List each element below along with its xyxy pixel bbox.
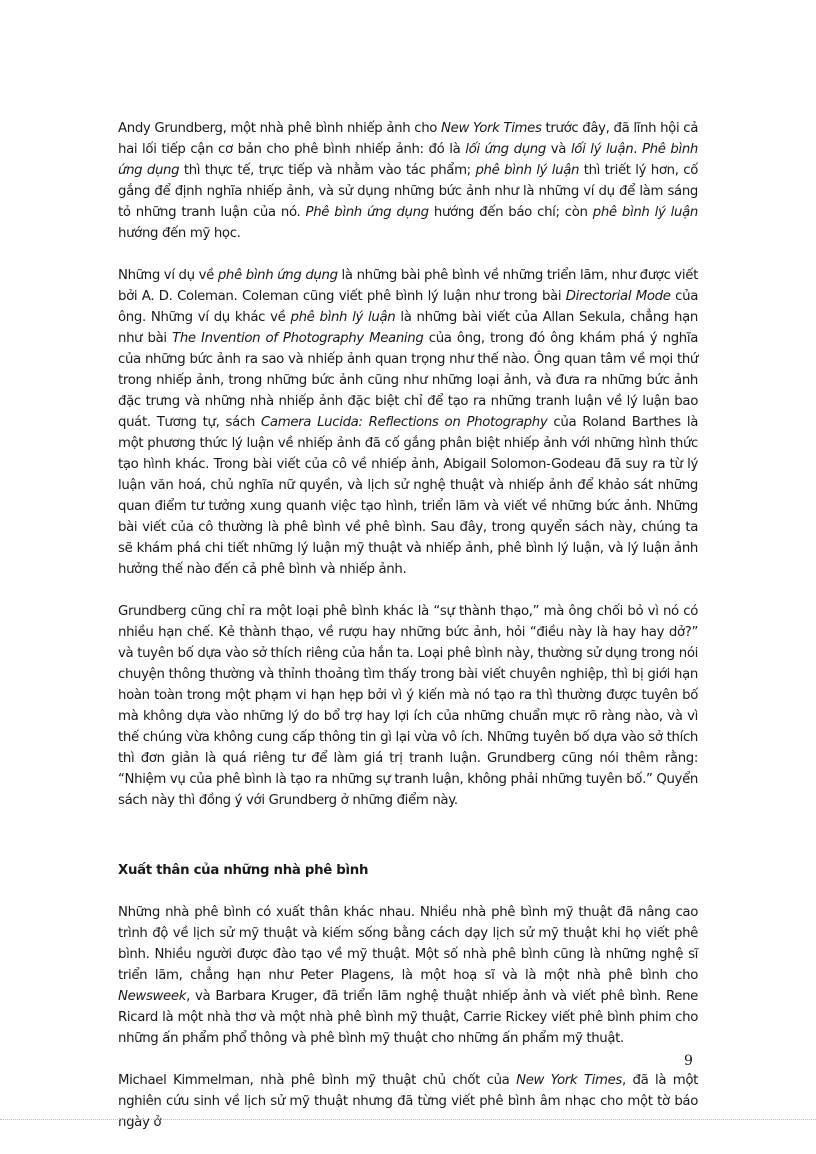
italic-text: Phê bình ứng dụng [118,142,698,178]
paragraph [118,601,698,811]
italic-text: phê bình ứng dụng [217,268,338,283]
paragraph [118,265,698,580]
page-number: 9 [684,1053,693,1069]
italic-text: phê bình lý luận [592,205,698,220]
italic-text: New York Times [441,121,542,136]
document-page [118,118,698,1154]
body-text [118,118,698,811]
section-heading: Xuất thân của những nhà phê bình [118,863,369,878]
text-run: của ông. Những ví dụ khác về [118,289,698,325]
italic-text: lối ứng dụng [465,142,546,157]
text-run: Michael Kimmelman, nhà phê bình mỹ thuật chủ chốt của [118,1073,517,1088]
text-run: hướng đến báo chí; còn [428,205,593,220]
text-run: và [545,142,571,157]
italic-text: phê bình lý luận [290,310,396,325]
italic-text: Camera Lucida: Reflections on Photography [260,415,548,430]
paragraph [118,118,698,244]
text-run: Grundberg cũng chỉ ra một loại phê bình khác là “sự thành thạo,” mà ông chối bỏ vì nó có nhiều hạn chế. Kẻ thành thạo, về rượu hay những bức ảnh, hỏi “điều này là hay hay dở?” và tuyên bố dựa vào sở thích riêng của hắn ta. Loại phê bình này, thường sử dụng trong nói chuyện thông thường và thỉnh thoảng tìm thấy trong bài viết chuyên nghiệp, thì bị giới hạn hoàn toàn trong một phạm vi hạn hẹp bởi vì ý kiến mà nó tạo ra thì thường được tuyên bố mà không dựa vào những lý do bổ trợ hay lợi ích của những chuẩn mực rõ ràng nào, và vì thế chúng vừa không cung cấp thông tin gì lại vừa vô ích. Những tuyên bố dựa vào sở thích thì đơn giản là quá riêng tư để làm giá trị tranh luận. Grundberg cũng nói thêm rằng: “Nhiệm vụ của phê bình là tạo ra những sự tranh luận, không phải những tuyên bố.” Quyển sách này thì đồng ý với Grundberg ở những điểm này. [118,604,698,808]
text-run: Những nhà phê bình có xuất thân khác nhau. Nhiều nhà phê bình mỹ thuật đã nâng cao trình độ về lịch sử mỹ thuật và kiếm sống bằng cách dạy lịch sử mỹ thuật khi họ viết phê bình. Nhiều người được đào tạo về mỹ thuật. Một số nhà phê bình cũng là những nghệ sĩ triển lãm, chẳng hạn như Peter Plagens, là một hoạ sĩ và là một nhà phê bình cho [118,905,698,983]
text-run: trước đây, đã lĩnh hội cả hai lối tiếp cận cơ bản cho phê bình nhiếp ảnh: đó là [118,121,699,157]
paragraph [118,902,698,1049]
text-run: là những bài viết của Allan Sekula, chẳng hạn như bài [118,310,698,346]
text-run: là những bài phê bình về những triển lãm, như được viết bởi A. D. Coleman. Coleman cũng viết phê bình lý luận như trong bài [118,268,698,304]
section-gap [118,832,698,860]
section-body-text [118,902,698,1133]
text-run: thì triết lý hơn, cố gắng để định nghĩa nhiếp ảnh, và sử dụng những bức ảnh như là những ví dụ để làm sáng tỏ những tranh luận của nó. [118,163,698,220]
text-run: của ông, trong đó ông khám phá ý nghĩa của những bức ảnh ra sao và nhiếp ảnh quan trọng như thế nào. Ông quan tâm về mọi thứ trong nhiếp ảnh, trong những bức ảnh cũng như những loại ảnh, và đưa ra những bức ảnh đặc trưng và những nhà nhiếp ảnh đặc biệt chỉ để tạo ra những tranh luận về lý luận bao quát. Tương tự, sách [118,331,699,430]
text-run: của Roland Barthes là một phương thức lý luận về nhiếp ảnh đã cố gắng phân biệt nhiếp ảnh với những hình thức tạo hình khác. Trong bài viết của cô về nhiếp ảnh, Abigail Solomon-Godeau đã suy ra từ lý luận văn hoá, chủ nghĩa nữ quyền, và lịch sử nghệ thuật và nhiếp ảnh để khảo sát những quan điểm tư tưởng xung quanh việc tạo hình, triển lãm và viết về những bức ảnh. Những bài viết của cô thường là phê bình về phê bình. Sau đây, trong quyển sách này, chúng ta sẽ khám phá chi tiết những lý luận mỹ thuật và nhiếp ảnh, phê bình lý luận, và lý luận ảnh hưởng thế nào đến cả phê bình và nhiếp ảnh. [118,415,698,577]
text-run: . [633,142,642,157]
text-run: hướng đến mỹ học. [118,226,241,241]
text-run: , đã là một nghiên cứu sinh về lịch sử mỹ thuật nhưng đã từng viết phê bình âm nhạc cho một tờ báo ngày ở [118,1073,698,1130]
paragraph [118,1070,698,1133]
text-run: Những ví dụ về [118,268,218,283]
footer-divider [0,1119,816,1120]
italic-text: New York Times [516,1073,622,1088]
italic-text: lối lý luận [570,142,634,157]
italic-text: Newsweek [118,989,187,1004]
italic-text: Phê bình ứng dụng [305,205,429,220]
text-run: thì thực tế, trực tiếp và nhằm vào tác phẩm; [179,163,476,178]
text-run: , và Barbara Kruger, đã triển lãm nghệ thuật nhiếp ảnh và viết phê bình. Rene Ricard là một nhà thơ và một nhà phê bình mỹ thuật, Carrie Rickey viết phê bình phim cho những ấn phẩm phổ thông và phê bình mỹ thuật cho những ấn phẩm mỹ thuật. [118,989,698,1046]
italic-text: phê bình lý luận [475,163,580,178]
text-run: Andy Grundberg, một nhà phê bình nhiếp ảnh cho [118,121,442,136]
italic-text: The Invention of Photography Meaning [172,331,424,346]
italic-text: Directorial Mode [565,289,671,304]
